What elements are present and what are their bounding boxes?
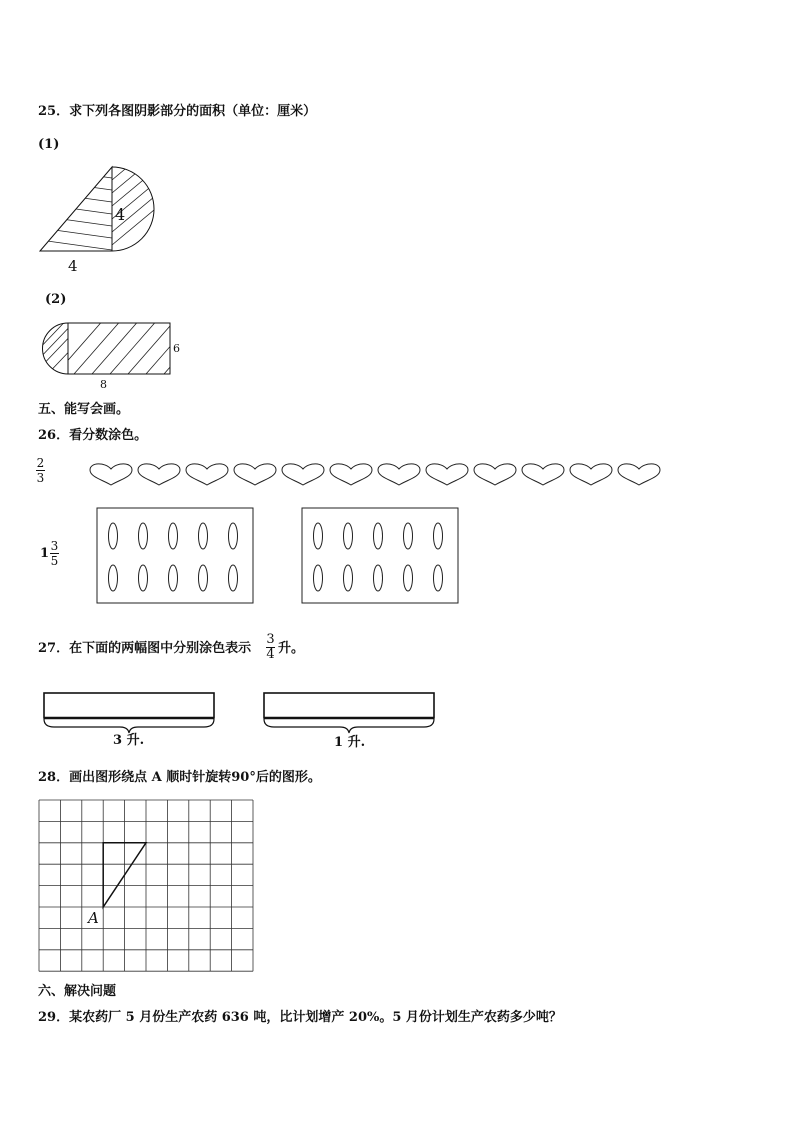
section5-title: 五、能写会画。 (38, 402, 130, 417)
q25-part2-height-label: 6 (173, 342, 180, 355)
q25-part1-label: (1) (38, 137, 60, 152)
q27-frac-numerator: 3 (266, 632, 275, 647)
q26-frac2-whole: 1 (40, 546, 50, 561)
q25-part1-base-label: 4 (68, 257, 78, 275)
section6-title: 六、解决问题 (38, 984, 117, 999)
q26-frac2-denominator: 5 (50, 554, 59, 568)
q26-frac1-denominator: 3 (36, 471, 45, 485)
q27-title-pre: 27．在下面的两幅图中分别涂色表示 (38, 641, 252, 656)
q29-title: 29．某农药厂 5 月份生产农药 636 吨，比计划增产 20%。5 月份计划生产农药多少吨？ (38, 1010, 562, 1025)
q28-title: 28．画出图形绕点 A 顺时针旋转90°后的图形。 (38, 770, 321, 785)
q25-title: 25．求下列各图阴影部分的面积（单位：厘米） (38, 104, 317, 119)
q26-frac2-numerator: 3 (50, 539, 59, 553)
q27-bar1-label: 3 升. (113, 733, 145, 748)
q25-part2-width-label: 8 (100, 378, 107, 391)
q27-title-post: 升。 (278, 641, 305, 656)
q26-frac1-numerator: 2 (36, 456, 45, 470)
q27-bar2-label: 1 升. (334, 735, 366, 750)
q26-title: 26．看分数涂色。 (38, 428, 148, 443)
q28-point-a-label: A (88, 909, 99, 927)
q25-part2-label: (2) (45, 292, 67, 307)
q25-part1-side-label: 4 (115, 205, 126, 224)
q27-frac-denominator: 4 (266, 647, 275, 662)
